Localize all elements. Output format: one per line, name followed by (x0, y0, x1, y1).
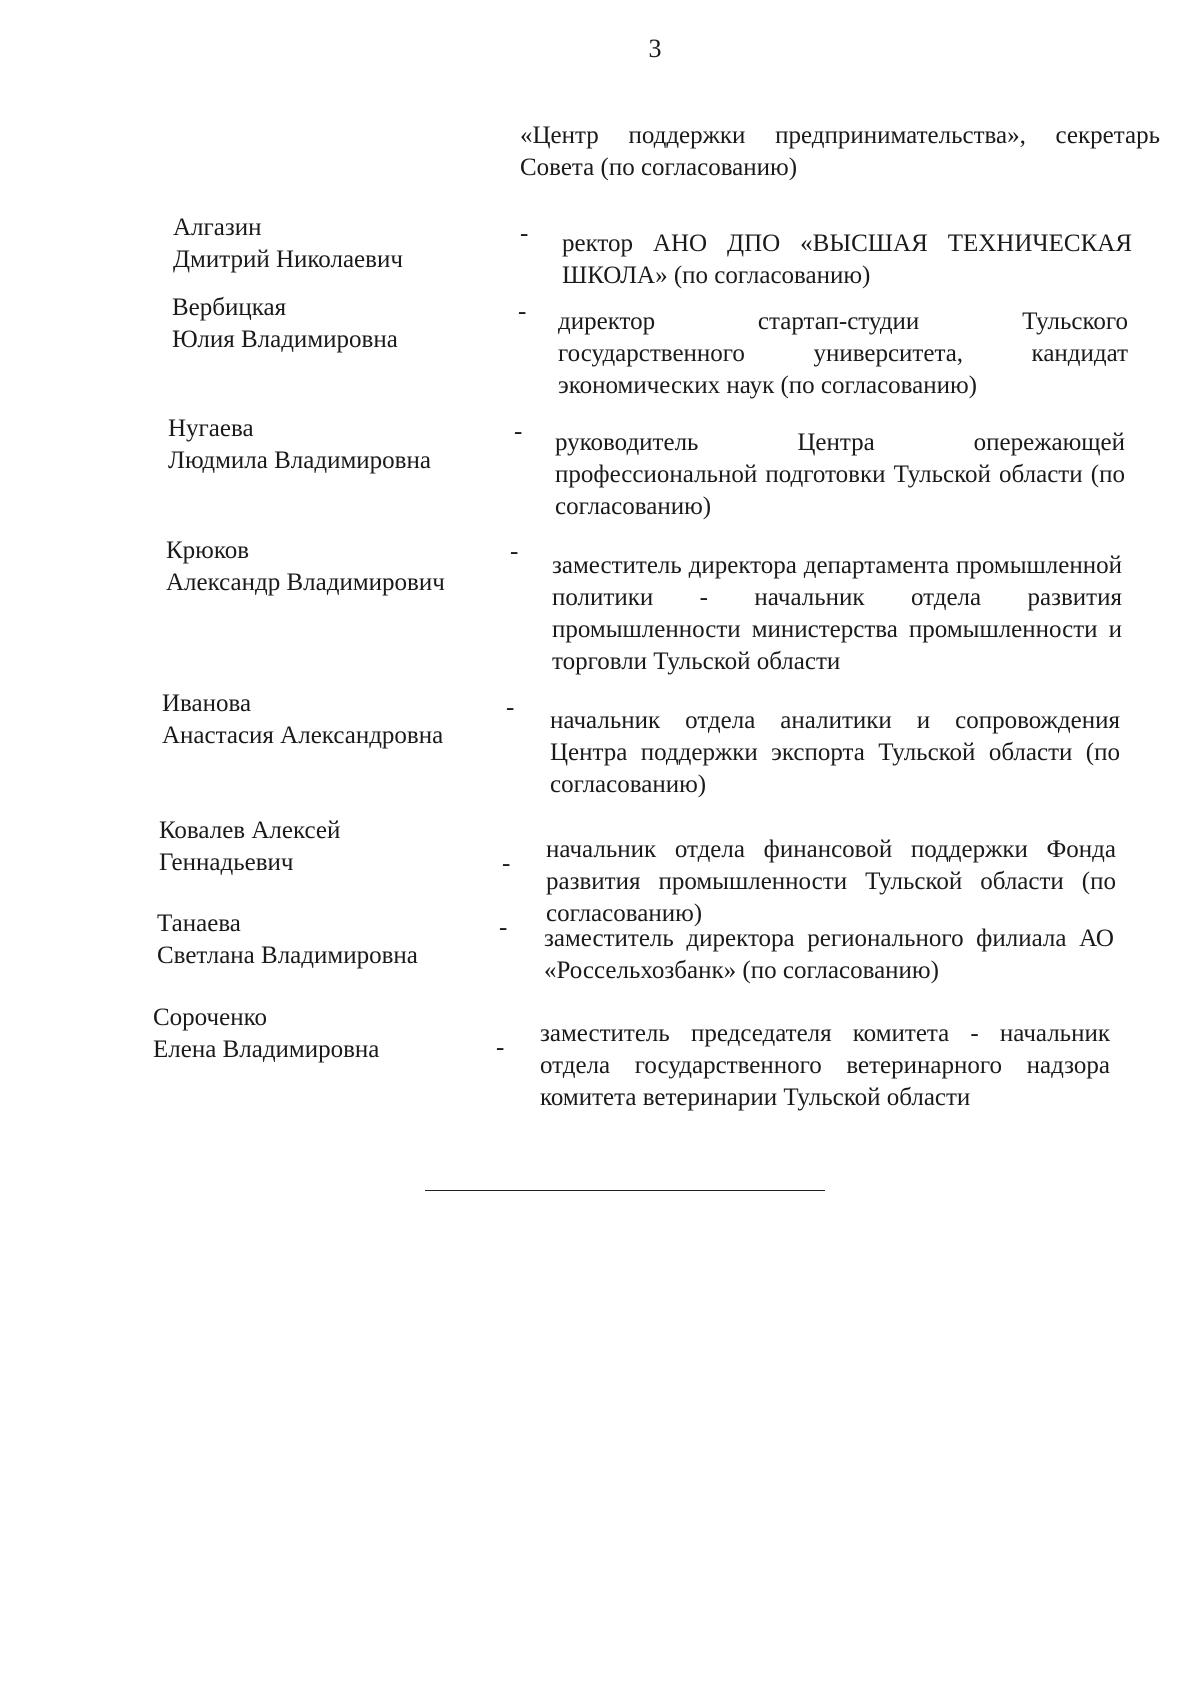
member-role: заместитель директора регионального филиала АО «Россельхозбанк» (по согласованию) (544, 925, 1114, 984)
intro-continuation-text: «Центр поддержки предпринимательства», секретарь Совета (по согласованию) (520, 122, 1160, 181)
page-number: 3 (648, 34, 662, 63)
member-dash: - (496, 1034, 505, 1061)
member-role: начальник отдела финансовой поддержки Фонда развития промышленности Тульской области (по согласованию) (546, 836, 1116, 927)
member-role: заместитель председателя комитета - начальник отдела государственного ветеринарного надзора комитета ветеринарии Тульской области (540, 1020, 1110, 1111)
member-role: заместитель директора департамента промышленной политики - начальник отдела развития промышленности министерства промышленности и торговли Тульской области (552, 552, 1122, 675)
member-role: руководитель Центра опережающей профессиональной подготовки Тульской области (по согласованию) (555, 429, 1125, 520)
member-name: Танаева Светлана Владимировна (157, 910, 418, 969)
member-dash: - (520, 220, 529, 247)
member-dash: - (502, 850, 511, 877)
member-role: ректор АНО ДПО «ВЫСШАЯ ТЕХНИЧЕСКАЯ ШКОЛА» (по согласованию) (562, 230, 1132, 289)
member-name: Нугаева Людмила Владимировна (168, 415, 431, 474)
member-dash: - (514, 418, 523, 445)
member-dash: - (518, 298, 527, 325)
member-name: Сороченко Елена Владимировна (153, 1004, 380, 1063)
member-dash: - (506, 694, 515, 721)
member-dash: - (499, 914, 508, 941)
member-name: Алгазин Дмитрий Николаевич (173, 214, 403, 273)
closing-rule (425, 1190, 825, 1191)
member-role: начальник отдела аналитики и сопровождения Центра поддержки экспорта Тульской области (по согласованию) (550, 707, 1120, 798)
member-name: Ковалев Алексей Геннадьевич (159, 817, 341, 876)
member-name: Вербицкая Юлия Владимировна (172, 294, 398, 353)
member-name: Крюков Александр Владимирович (166, 537, 445, 596)
member-dash: - (510, 538, 519, 565)
member-role: директор стартап-студии Тульского государственного университета, кандидат экономических наук (по согласованию) (558, 308, 1128, 399)
member-name: Иванова Анастасия Александровна (162, 690, 444, 749)
